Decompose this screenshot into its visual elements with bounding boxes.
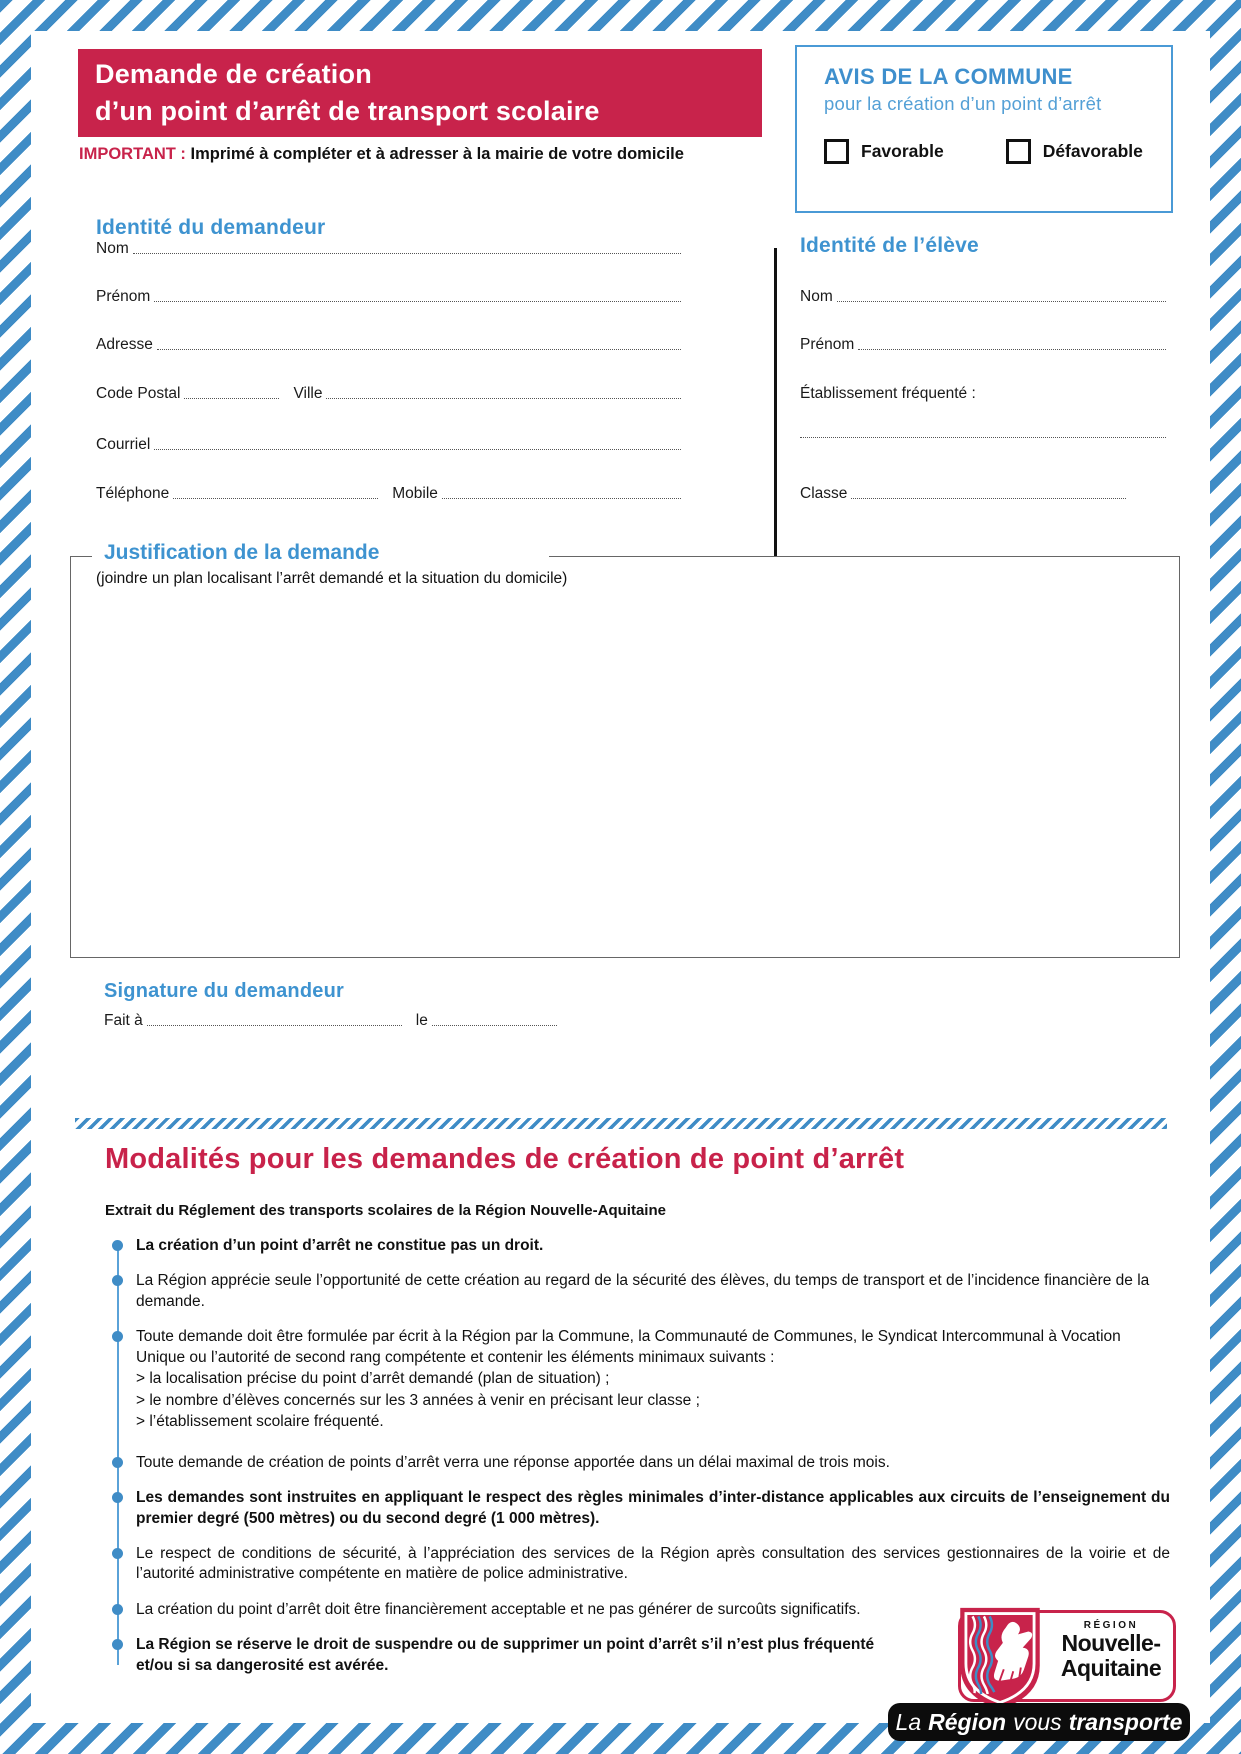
region-logo-text bbox=[1049, 1620, 1173, 1681]
field-row-prenom bbox=[96, 288, 681, 306]
favorable-label: Favorable bbox=[861, 141, 944, 161]
page-title-line2: d’un point d’arrêt de transport scolaire bbox=[95, 96, 600, 126]
region-name-line1: Nouvelle- bbox=[1061, 1630, 1161, 1656]
etablissement-label: Établissement fréquenté : bbox=[800, 385, 976, 402]
telephone-label: Téléphone bbox=[96, 485, 170, 502]
page-title bbox=[78, 49, 762, 137]
section-title-eleve: Identité de l’élève bbox=[800, 234, 979, 257]
modalites-subtitle: Extrait du Réglement des transports scolaires de la Région Nouvelle-Aquitaine bbox=[105, 1202, 666, 1219]
code-postal-label: Code Postal bbox=[96, 385, 181, 402]
page-title-line1: Demande de création bbox=[95, 59, 372, 89]
defavorable-label: Défavorable bbox=[1042, 141, 1143, 161]
fait-a-label: Fait à bbox=[104, 1012, 143, 1029]
region-label: RÉGION bbox=[1083, 1620, 1139, 1631]
prenom-field-line[interactable] bbox=[154, 300, 681, 302]
field-row-courriel bbox=[96, 436, 681, 454]
field-row-etablissement bbox=[800, 385, 1166, 403]
region-nouvelle-aquitaine-logo bbox=[958, 1610, 1176, 1702]
field-row-codepostal-ville bbox=[96, 385, 681, 403]
courriel-label: Courriel bbox=[96, 436, 151, 453]
tagline-word: vous bbox=[1013, 1708, 1062, 1735]
region-shield-icon bbox=[956, 1605, 1044, 1711]
section-title-justification: Justification de la demande bbox=[92, 541, 549, 565]
etablissement-field-line[interactable] bbox=[800, 436, 1166, 438]
field-row-fait-a bbox=[104, 1012, 544, 1030]
bullet-text: Toute demande de création de points d’arrêt verra une réponse apportée dans un délai maximal de trois mois. bbox=[136, 1453, 890, 1471]
le-label: le bbox=[415, 1012, 428, 1029]
mobile-label: Mobile bbox=[392, 485, 438, 502]
telephone-field-line[interactable] bbox=[173, 497, 378, 499]
bullet-text: Le respect de conditions de sécurité, à l’appréciation des services de la Région après consultation des services gestionnaires de la voirie et de l’autorité administrative compétente en matière de police administrative. bbox=[136, 1544, 1170, 1583]
avis-option-defavorable bbox=[1006, 139, 1143, 164]
tagline-word: Région bbox=[928, 1708, 1007, 1735]
avis-commune-box bbox=[795, 45, 1173, 213]
mobile-field-line[interactable] bbox=[442, 497, 681, 499]
region-name-line2: Aquitaine bbox=[1060, 1655, 1162, 1681]
defavorable-checkbox[interactable] bbox=[1006, 139, 1031, 164]
avis-option-favorable bbox=[824, 139, 944, 164]
ville-label: Ville bbox=[293, 385, 323, 402]
field-row-classe bbox=[800, 485, 1166, 503]
bullet-item bbox=[112, 1453, 1170, 1473]
section-title-demandeur: Identité du demandeur bbox=[96, 216, 326, 239]
bullet-subitem: > la localisation précise du point d’arrêt demandé (plan de situation) ; bbox=[136, 1370, 610, 1388]
bullet-subitem: > le nombre d’élèves concernés sur les 3 années à venir en précisant leur classe ; bbox=[136, 1391, 700, 1409]
field-row-telephone-mobile bbox=[96, 485, 681, 503]
avis-title: AVIS DE LA COMMUNE bbox=[824, 64, 1073, 89]
bullet-item bbox=[112, 1544, 1170, 1585]
classe-label: Classe bbox=[800, 485, 848, 502]
adresse-label: Adresse bbox=[96, 336, 153, 353]
nom-label: Nom bbox=[96, 240, 129, 257]
bullet-subitem: > l’établissement scolaire fréquenté. bbox=[136, 1413, 384, 1431]
bullet-item bbox=[112, 1488, 1170, 1529]
justification-subtitle: (joindre un plan localisant l’arrêt demandé et la situation du domicile) bbox=[96, 570, 568, 587]
important-note bbox=[79, 145, 684, 164]
eleve-nom-label: Nom bbox=[800, 288, 833, 305]
important-text: Imprimé à compléter et à adresser à la mairie de votre domicile bbox=[190, 145, 684, 163]
avis-subtitle: pour la création d’un point d’arrêt bbox=[824, 93, 1102, 114]
field-row-adresse bbox=[96, 336, 681, 354]
section-title-signature: Signature du demandeur bbox=[104, 980, 344, 1002]
eleve-prenom-label: Prénom bbox=[800, 336, 855, 353]
bullet-item bbox=[112, 1236, 1170, 1256]
code-postal-field-line[interactable] bbox=[184, 397, 279, 399]
bullet-text: La création d’un point d’arrêt ne constitue pas un droit. bbox=[136, 1237, 544, 1254]
ville-field-line[interactable] bbox=[326, 397, 681, 399]
bullet-text: La Région apprécie seule l’opportunité de cette création au regard de la sécurité des élèves, du temps de transport et de l’incidence financière de la demande. bbox=[136, 1272, 1150, 1310]
favorable-checkbox[interactable] bbox=[824, 139, 849, 164]
eleve-prenom-field-line[interactable] bbox=[858, 348, 1166, 350]
bullet-text: La Région se réserve le droit de suspendre ou de supprimer un point d’arrêt s’il n’est plus fréquenté et/ou si sa dangerosité est avérée. bbox=[136, 1636, 875, 1674]
le-field-line[interactable] bbox=[432, 1024, 557, 1026]
courriel-field-line[interactable] bbox=[154, 448, 681, 450]
field-row-nom bbox=[96, 240, 681, 258]
eleve-nom-field-line[interactable] bbox=[837, 300, 1166, 302]
bullet-item bbox=[112, 1635, 878, 1676]
prenom-label: Prénom bbox=[96, 288, 151, 305]
region-tagline-banner bbox=[888, 1703, 1190, 1741]
field-row-etablissement-line bbox=[800, 436, 1166, 442]
section-divider bbox=[75, 1118, 1167, 1129]
column-divider bbox=[774, 248, 777, 558]
classe-field-line[interactable] bbox=[851, 497, 1126, 499]
field-row-eleve-prenom bbox=[800, 336, 1166, 354]
modalites-title: Modalités pour les demandes de création de point d’arrêt bbox=[105, 1143, 905, 1175]
field-row-eleve-nom bbox=[800, 288, 1166, 306]
bullet-text: Les demandes sont instruites en appliquant le respect des règles minimales d’inter-distance applicables aux circuits de l’enseignement du premier degré (500 mètres) ou du second degré (1 000 mètres). bbox=[136, 1489, 1170, 1527]
nom-field-line[interactable] bbox=[133, 252, 681, 254]
bullet-text: Toute demande doit être formulée par écrit à la Région par la Commune, la Communauté de Communes, le Syndicat Intercommunal à Vocation Unique ou l’autorité de second rang compétente et contenir les éléments minimaux suivants : bbox=[136, 1328, 1121, 1366]
bullet-item bbox=[112, 1327, 1170, 1432]
important-label: IMPORTANT : bbox=[79, 145, 186, 163]
bullet-item bbox=[112, 1271, 1170, 1312]
adresse-field-line[interactable] bbox=[157, 348, 681, 350]
bullet-text: La création du point d’arrêt doit être financièrement acceptable et ne pas générer de surcoûts significatifs. bbox=[136, 1600, 861, 1618]
tagline-word: transporte bbox=[1068, 1708, 1183, 1735]
tagline-word: La bbox=[895, 1708, 922, 1735]
fait-a-field-line[interactable] bbox=[147, 1024, 402, 1026]
justification-box[interactable] bbox=[70, 556, 1180, 958]
